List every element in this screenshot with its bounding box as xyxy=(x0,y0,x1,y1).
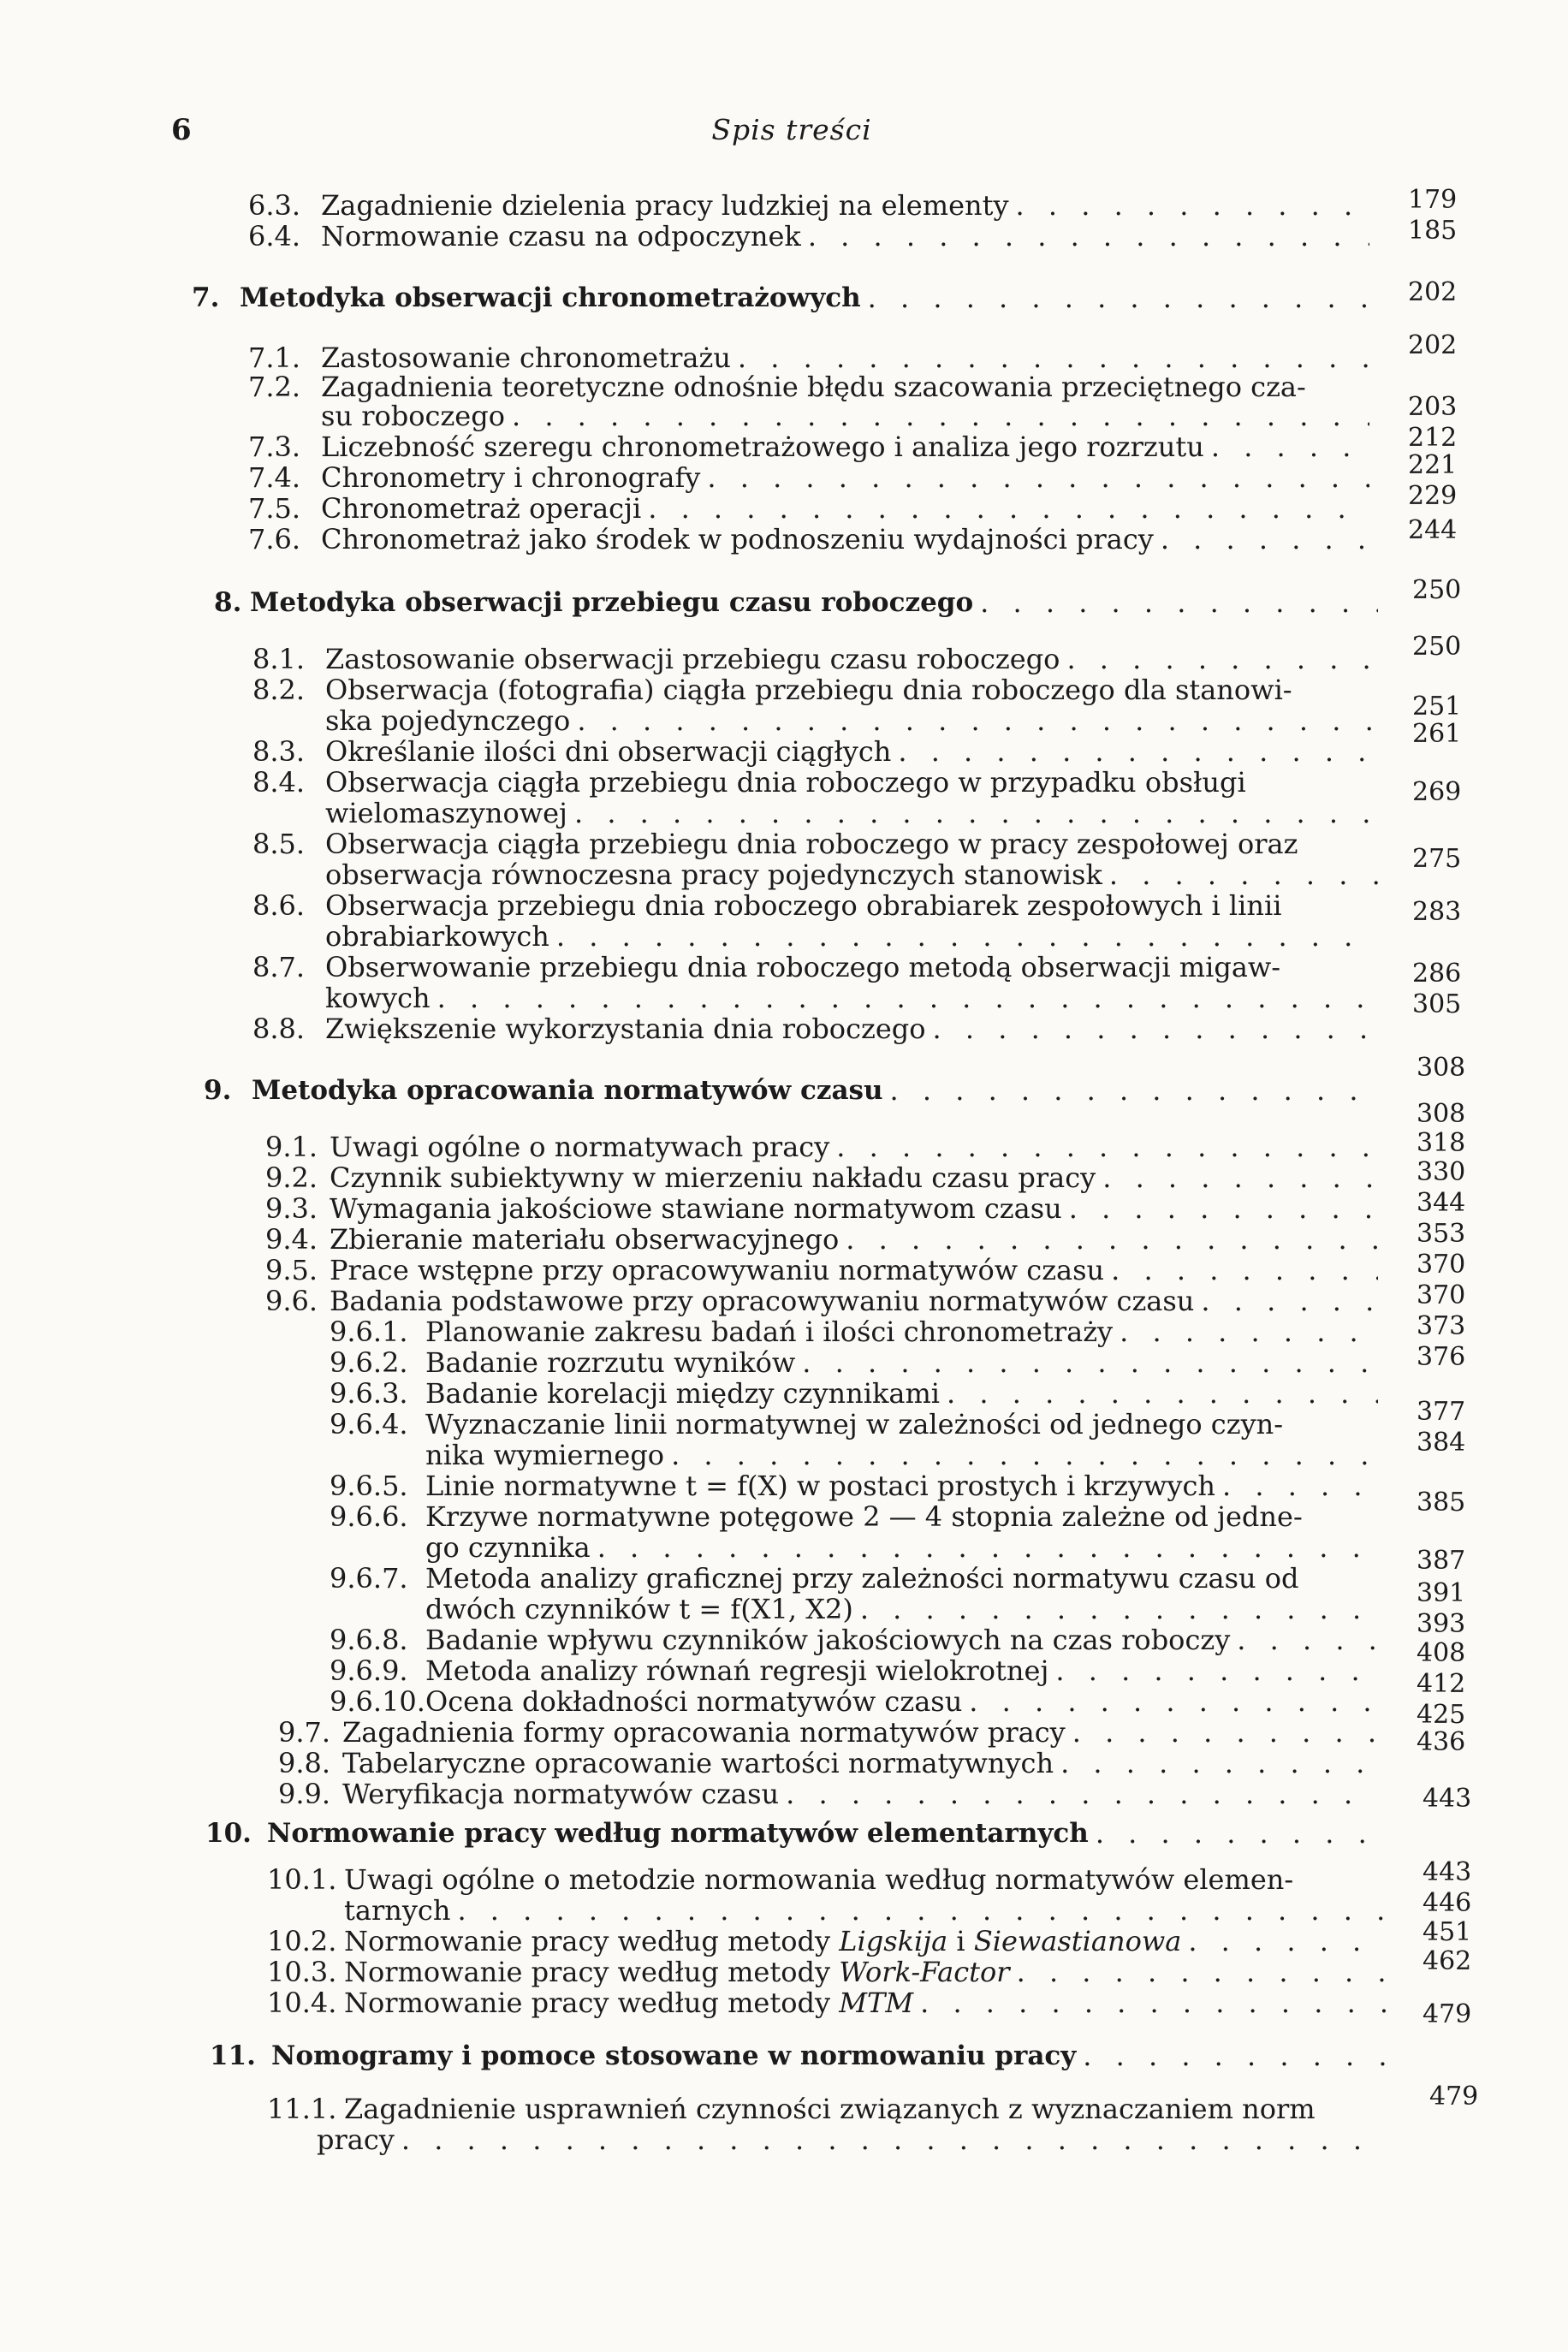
toc-entry: 8.5. Obserwacja ciągła przebiegu dnia roboczego w pracy zespołowej oraz xyxy=(252,828,1298,860)
toc-page: 275 xyxy=(1412,844,1462,874)
toc-subentry: 9.6.5. Linie normatywne t = f(X) w postaci prostych i krzywych . . . xyxy=(330,1470,1378,1501)
toc-page: 376 xyxy=(1417,1342,1466,1372)
toc-entry: 7.5. Chronometraż operacji . . . xyxy=(248,493,1369,524)
toc-entry: 10.3. Normowanie pracy według metody Work-Factor . . . xyxy=(267,1957,1387,1987)
toc-entry: 9.8. Tabelaryczne opracowanie wartości normatywnych . . . xyxy=(278,1748,1378,1779)
toc-entry: 10.2. Normowanie pracy według metody Ligskija i Siewastianowa . . . xyxy=(267,1926,1387,1957)
toc-subentry: 9.6.1. Planowanie zakresu badań i ilości chronometraży . . . xyxy=(330,1316,1378,1347)
toc-subentry: 9.6.10. Ocena dokładności normatywów czasu . . . xyxy=(330,1686,1378,1717)
toc-entry: 11.1. Zagadnienie usprawnień czynności związanych z wyznaczaniem norm xyxy=(267,2093,1316,2125)
toc-chapter: 8. Metodyka obserwacji przebiegu czasu roboczego . . . xyxy=(214,587,1378,618)
running-title: Spis treści xyxy=(711,113,872,146)
toc-entry: 8.7. Obserwowanie przebiegu dnia roboczego metodą obserwacji migaw- xyxy=(252,951,1281,983)
toc-page: 203 xyxy=(1408,392,1458,422)
toc-page: 425 xyxy=(1417,1700,1466,1730)
toc-entry-continued: go czynnika . . . xyxy=(425,1532,1378,1563)
toc-entry: 10.1. Uwagi ogólne o metodzie normowania według normatywów elemen- xyxy=(267,1863,1294,1896)
toc-page: 212 xyxy=(1408,423,1458,453)
toc-page: 185 xyxy=(1408,216,1458,246)
toc-entry-continued: kowych . . . xyxy=(325,983,1378,1013)
toc-entry-continued: dwóch czynników t = f(X1, X2) . . . xyxy=(425,1594,1378,1624)
toc-page: 244 xyxy=(1408,515,1458,545)
toc-entry: 9.6. Badania podstawowe przy opracowywaniu normatywów czasu . . . xyxy=(265,1286,1378,1316)
page-number: 6 xyxy=(171,113,192,147)
toc-entry: 7.3. Liczebność szeregu chronometrażowego i analiza jego rozrzutu . . . xyxy=(248,431,1369,462)
toc-page: 344 xyxy=(1417,1188,1466,1218)
toc-page: 308 xyxy=(1417,1053,1466,1083)
toc-page: 269 xyxy=(1412,777,1462,807)
toc-page: 385 xyxy=(1417,1488,1466,1518)
toc-subentry: 9.6.9. Metoda analizy równań regresji wielokrotnej . . . xyxy=(330,1655,1378,1686)
toc-page: 436 xyxy=(1417,1727,1466,1757)
toc-subentry: 9.6.8. Badanie wpływu czynników jakościowych na czas roboczy . . . xyxy=(330,1624,1378,1655)
toc-page: 387 xyxy=(1417,1546,1466,1576)
toc-page: 391 xyxy=(1417,1578,1466,1608)
toc-page: 250 xyxy=(1412,632,1462,662)
toc-subentry: 9.6.2. Badanie rozrzutu wyników . . . xyxy=(330,1347,1378,1378)
toc-page: 373 xyxy=(1417,1311,1466,1341)
toc-entry-continued: obserwacja równoczesna pracy pojedynczych stanowisk . . . xyxy=(325,859,1378,890)
toc-chapter: 11. Nomogramy i pomoce stosowane w normowaniu pracy . . . xyxy=(210,2040,1387,2071)
toc-page: 283 xyxy=(1412,897,1462,927)
toc-page: 202 xyxy=(1408,330,1458,360)
toc-entry-continued: wielomaszynowej . . . xyxy=(325,798,1378,829)
toc-chapter: 9. Metodyka opracowania normatywów czasu . . . xyxy=(204,1075,1378,1106)
toc-entry: 8.1. Zastosowanie obserwacji przebiegu czasu roboczego . . . xyxy=(252,644,1378,674)
toc-entry: 7.6. Chronometraż jako środek w podnoszeniu wydajności pracy . . . xyxy=(248,524,1369,555)
toc-entry: 8.3. Określanie ilości dni obserwacji ciągłych . . . xyxy=(252,736,1378,767)
toc-entry: 8.8. Zwiększenie wykorzystania dnia roboczego . . . xyxy=(252,1013,1378,1044)
toc-page: 250 xyxy=(1412,575,1462,605)
toc-page: 412 xyxy=(1417,1669,1466,1699)
toc-entry: 8.4. Obserwacja ciągła przebiegu dnia roboczego w przypadku obsługi xyxy=(252,766,1246,799)
toc-page: 318 xyxy=(1417,1128,1466,1158)
toc-page: 305 xyxy=(1412,989,1462,1019)
toc-page: 370 xyxy=(1417,1280,1466,1310)
toc-page: 443 xyxy=(1422,1784,1472,1814)
toc-page: 202 xyxy=(1408,277,1458,307)
toc-subentry: 9.6.6. Krzywe normatywne potęgowe 2 — 4 stopnia zależne od jedne- xyxy=(330,1500,1303,1533)
toc-entry-continued: su roboczego . . . xyxy=(321,401,1369,431)
toc-chapter: 7. Metodyka obserwacji chronometrażowych . . . xyxy=(192,282,1369,313)
toc-entry: 8.6. Obserwacja przebiegu dnia roboczego obrabiarek zespołowych i linii xyxy=(252,889,1282,922)
toc-entry-continued: tarnych . . . xyxy=(344,1895,1387,1926)
toc-entry: 7.2. Zagadnienia teoretyczne odnośnie błędu szacowania przeciętnego cza- xyxy=(248,371,1306,403)
toc-entry-continued: ska pojedynczego . . . xyxy=(325,705,1378,736)
toc-entry: 9.3. Wymagania jakościowe stawiane normatywom czasu . . . xyxy=(265,1193,1378,1224)
toc-entry: 7.4. Chronometry i chronografy . . . xyxy=(248,462,1369,493)
toc-entry: 9.5. Prace wstępne przy opracowywaniu normatywów czasu . . . xyxy=(265,1255,1378,1286)
toc-page: 479 xyxy=(1429,2082,1479,2111)
toc-page: 353 xyxy=(1417,1219,1466,1249)
toc-page: 446 xyxy=(1422,1888,1472,1918)
toc-entry-continued: nika wymiernego . . . xyxy=(425,1440,1378,1470)
toc-page: 393 xyxy=(1417,1609,1466,1639)
toc-page: 384 xyxy=(1417,1428,1466,1458)
toc-subentry: 9.6.7. Metoda analizy graficznej przy zależności normatywu czasu od xyxy=(330,1562,1299,1595)
toc-page: 479 xyxy=(1422,1999,1472,2029)
toc-entry: 6.3. Zagadnienie dzielenia pracy ludzkiej na elementy . . . xyxy=(248,190,1369,221)
toc-entry: 6.4. Normowanie czasu na odpoczynek . . . xyxy=(248,221,1369,252)
toc-page: 451 xyxy=(1422,1917,1472,1947)
toc-page: 377 xyxy=(1417,1397,1466,1427)
toc-page: 221 xyxy=(1408,450,1458,480)
toc-page: 261 xyxy=(1412,719,1462,749)
toc-page: 370 xyxy=(1417,1250,1466,1280)
toc-page: 443 xyxy=(1422,1857,1472,1887)
toc-entry: 9.7. Zagadnienia formy opracowania normatywów pracy . . . xyxy=(278,1717,1378,1748)
toc-entry: 7.1. Zastosowanie chronometrażu . . . xyxy=(248,342,1369,373)
toc-page: 251 xyxy=(1412,692,1462,722)
toc-page: 330 xyxy=(1417,1157,1466,1187)
toc-entry: 9.4. Zbieranie materiału obserwacyjnego . . . xyxy=(265,1224,1378,1255)
toc-entry-continued: obrabiarkowych . . . xyxy=(325,921,1378,952)
toc-page: 462 xyxy=(1422,1946,1472,1976)
toc-subentry: 9.6.3. Badanie korelacji między czynnikami . . . xyxy=(330,1378,1378,1409)
toc-entry-continued: pracy . . . xyxy=(317,2124,1387,2155)
toc-page: 179 xyxy=(1408,185,1458,215)
toc-page: 229 xyxy=(1408,481,1458,511)
toc-entry: 9.9. Weryfikacja normatywów czasu . . . xyxy=(278,1779,1378,1809)
toc-chapter: 10. Normowanie pracy według normatywów elementarnych . . . xyxy=(205,1818,1387,1849)
toc-entry: 9.1. Uwagi ogólne o normatywach pracy . . . xyxy=(265,1131,1378,1162)
toc-entry: 8.2. Obserwacja (fotografia) ciągła przebiegu dnia roboczego dla stanowi- xyxy=(252,674,1292,706)
toc-subentry: 9.6.4. Wyznaczanie linii normatywnej w zależności od jednego czyn- xyxy=(330,1408,1284,1440)
toc-page: 408 xyxy=(1417,1638,1466,1668)
toc-page: 286 xyxy=(1412,959,1462,989)
toc-entry: 9.2. Czynnik subiektywny w mierzeniu nakładu czasu pracy . . . xyxy=(265,1162,1378,1193)
toc-entry: 10.4. Normowanie pracy według metody MTM . . . xyxy=(267,1987,1387,2018)
toc-page: 308 xyxy=(1417,1099,1466,1129)
